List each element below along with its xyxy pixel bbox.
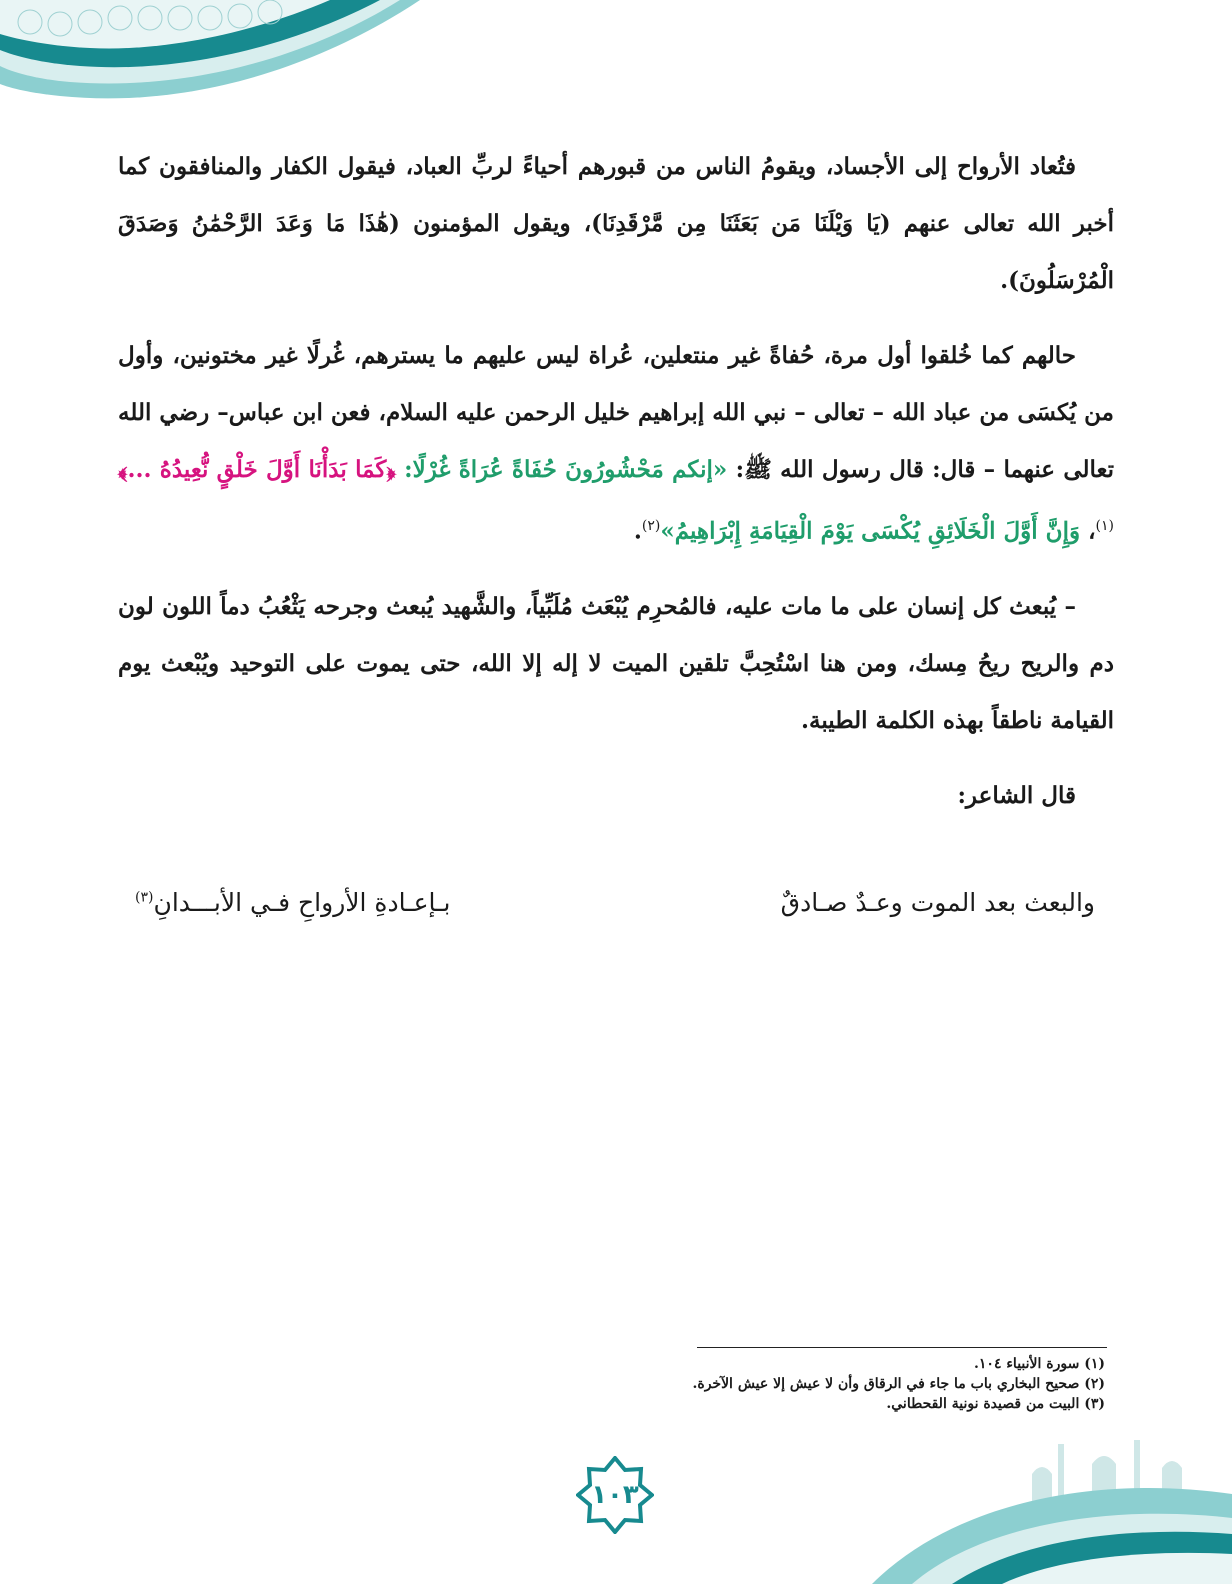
poet-intro: قال الشاعر:: [957, 781, 1076, 809]
top-left-ornament-icon: [0, 0, 420, 110]
paragraph-martyr: – يُبعث كل إنسان على ما مات عليه، فالمُحرِم يُبْعَث مُلَبِّياً، والشَّهيد يُبعث وجرحه يَثْعُبُ دماً اللون لون دم والريح ريحُ مِسك، ومن هنا اسْتُحِبَّ تلقين الميت لا إله إلا الله، حتى يموت على التوحيد ويُبْعث يوم القيامة ناطقاً بهذه الكلمة الطيبة.: [118, 592, 1114, 734]
footnote-ref-1: (١): [1095, 518, 1114, 534]
paragraph-hadith: [118, 327, 1114, 560]
page-number-badge: [576, 1456, 654, 1534]
hadith-text-b: وَإِنَّ أَوَّلَ الْخَلَائِقِ يُكْسَى يَوْمَ الْقِيَامَةِ إِبْرَاهِيمُ»: [660, 517, 1081, 545]
hadith-text-a: «إنكم مَحْشُورُونَ حُفَاةً عُرَاةً غُرْلًا:: [404, 456, 728, 483]
bottom-right-ornament-icon: [872, 1434, 1232, 1584]
quran-verse: ﴿كَمَا بَدَأْنَا أَوَّلَ خَلْقٍ نُّعِيدُهُ ...﴾: [118, 456, 396, 483]
verse-hemistich-1: والبعث بعد الموت وعـدٌ صـادقٌ: [780, 888, 1095, 917]
verse-hemistich-2: [135, 888, 450, 917]
verse-hemistich-2-text: بـإعـادةِ الأرواحِ فـي الأبـــدانِ: [153, 888, 451, 917]
footnote-ref-2: (٢): [641, 518, 661, 534]
period: .: [633, 517, 642, 545]
footnote-1: (١) سورة الأنبياء ١٠٤.: [974, 1356, 1105, 1372]
paragraph-resurrection: فتُعاد الأرواح إلى الأجساد، ويقومُ الناس من قبورهم أحياءً لربِّ العباد، فيقول الكفار والمنافقون كما أخبر الله تعالى عنهم (يَا وَيْلَنَا مَن بَعَثَنَا مِن مَّرْقَدِنَا)، ويقول المؤمنون (هَٰذَا مَا وَعَدَ الرَّحْمَٰنُ وَصَدَقَ الْمُرْسَلُونَ).: [118, 153, 1114, 294]
footnote-divider: [697, 1347, 1107, 1348]
main-text: [118, 138, 1114, 842]
footnote-ref-3: (٣): [135, 889, 154, 906]
footnote-2: (٢) صحيح البخاري باب ما جاء في الرقاق وأن لا عيش إلا عيش الآخرة.: [692, 1376, 1105, 1392]
poem-verse: [135, 888, 1095, 938]
footnotes: [560, 1354, 1105, 1414]
footnote-3: (٣) البيت من قصيدة نونية القحطاني.: [886, 1396, 1105, 1412]
separator: ،: [1088, 517, 1096, 545]
page-number: ١٠٣: [591, 1480, 639, 1510]
hadith-intro: حالهم كما خُلقوا أول مرة، حُفاةً غير منتعلين، عُراة ليس عليهم ما يسترهم، غُرلًا غير مختونين، وأول من يُكسَى من عباد الله – تعالى – نبي الله إبراهيم خليل الرحمن عليه السلام، فعن ابن عباس– رضي الله تعالى عنهما – قال: قال رسول الله ﷺ:: [118, 342, 1115, 483]
